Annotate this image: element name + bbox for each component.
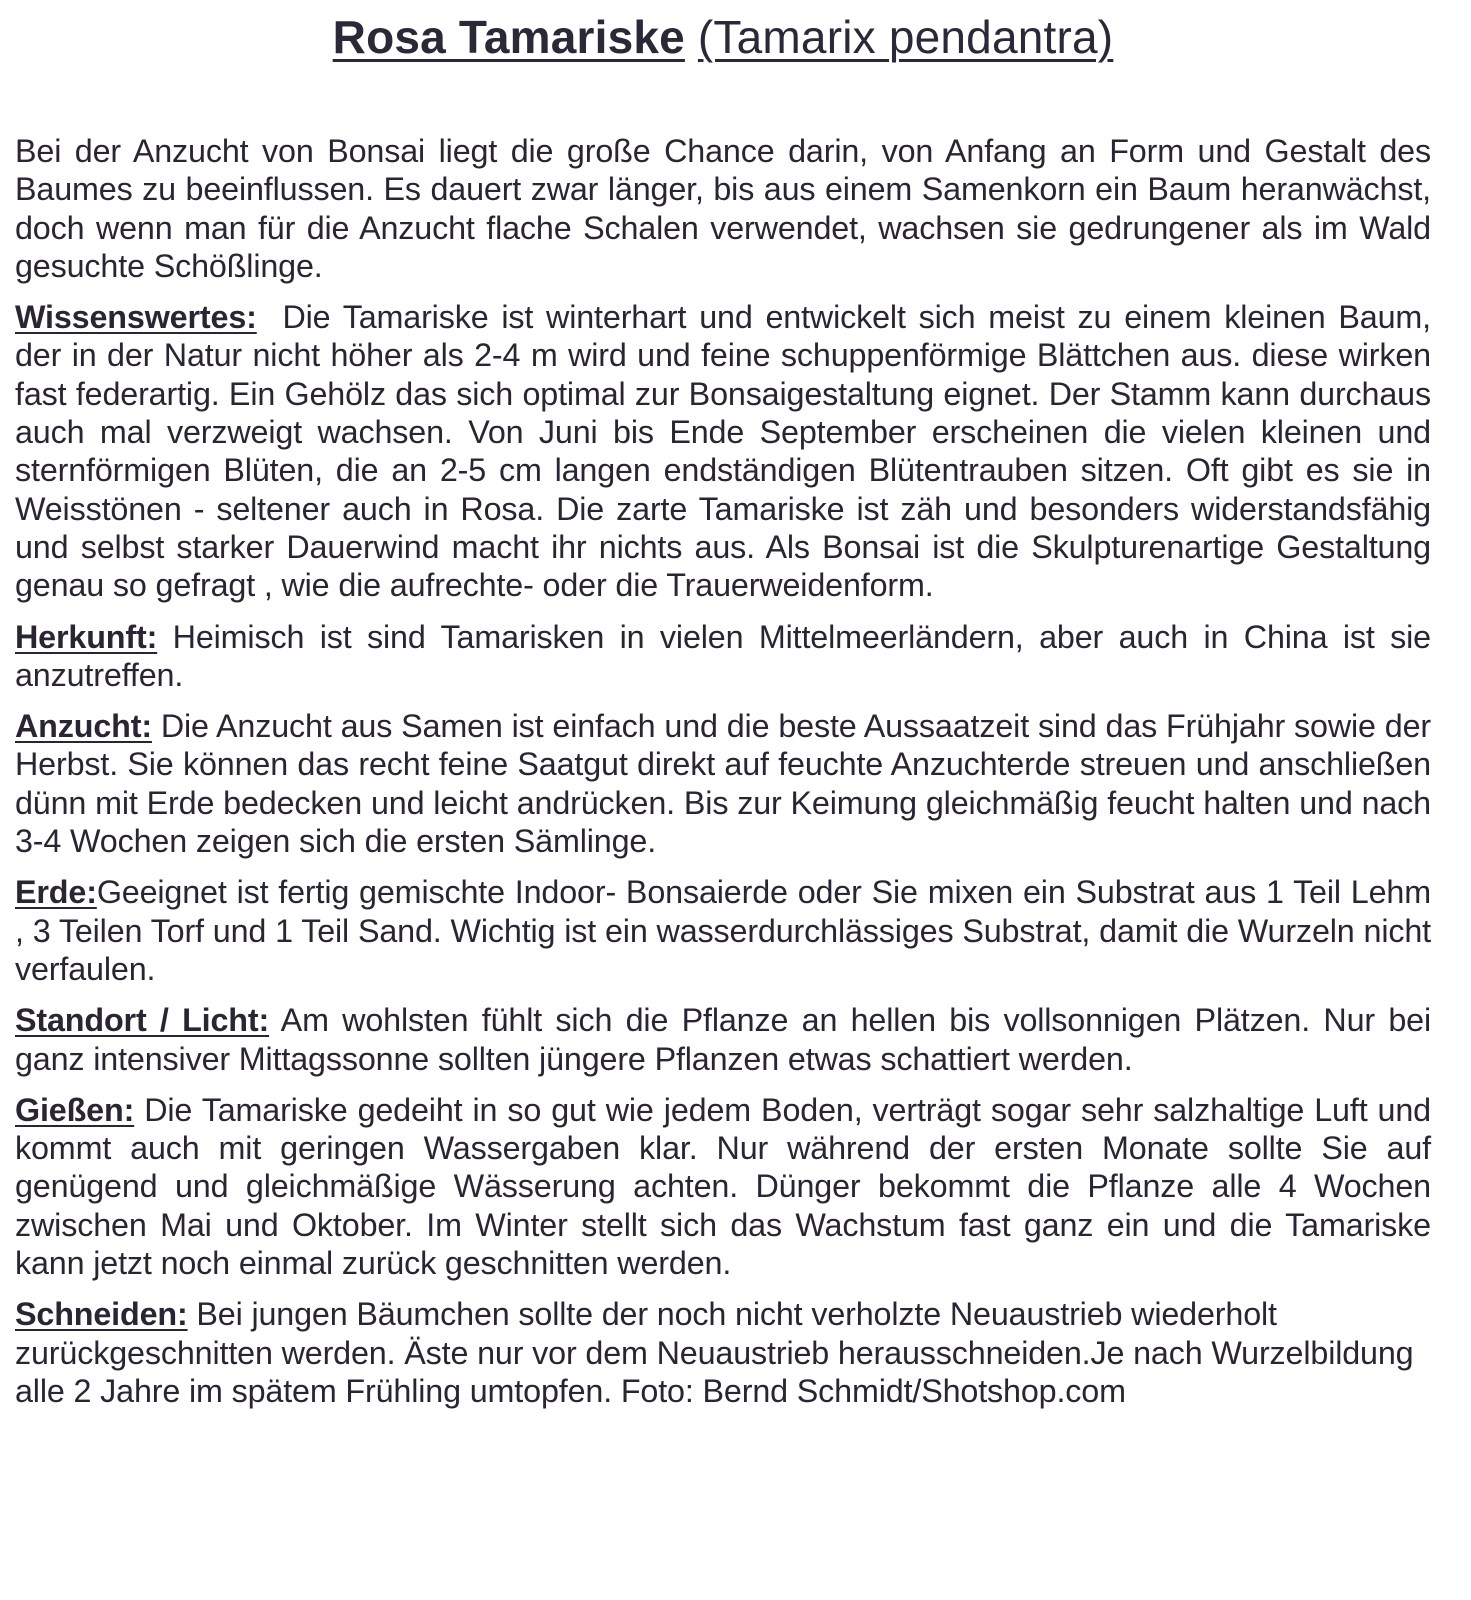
section-text-erde: Geeignet ist fertig gemischte Indoor- Bonsaierde oder Sie mixen ein Substrat aus 1 Teil Lehm , 3 Teilen Torf und 1 Teil Sand. Wichtig ist ein wasserdurchlässiges Substrat, damit die Wurzeln nicht verfaulen. [15, 874, 1431, 987]
section-label-giessen: Gießen: [15, 1091, 135, 1128]
section-text-wissenswertes: Die Tamariske ist winterhart und entwickelt sich meist zu einem kleinen Baum, der in der Natur nicht höher als 2-4 m wird und feine schuppenförmige Blättchen aus. diese wirken fast federartig. Ein Gehölz das sich optimal zur Bonsaigestaltung eignet. Der Stamm kann durchaus auch mal verzweigt wachsen. Von Juni bis Ende September erscheinen die vielen kleinen und sternförmigen Blüten, die an 2-5 cm langen endständigen Blütentrauben sitzen. Oft gibt es sie in Weisstönen - seltener auch in Rosa. Die zarte Tamariske ist zäh und besonders widerstandsfähig und selbst starker Dauerwind macht ihr nichts aus. Als Bonsai ist die Skulpturenartige Gestaltung genau so gefragt , wie die aufrechte- oder die Trauerweidenform. [15, 299, 1431, 604]
section-label-wissenswertes: Wissenswertes: [15, 299, 257, 336]
section-label-standort-licht: Standort / Licht: [15, 1002, 270, 1039]
section-anzucht [15, 707, 1431, 860]
section-standort-licht [15, 1001, 1431, 1078]
section-text-schneiden: Bei jungen Bäumchen sollte der noch nicht verholzte Neuaustrieb wiederholt zurückgeschnitten werden. Äste nur vor dem Neuaustrieb herausschneiden.Je nach Wurzelbildung alle 2 Jahre im spätem Frühling umtopfen. Foto: Bernd Schmidt/Shotshop.com [15, 1296, 1414, 1409]
section-text-standort-licht: Am wohlsten fühlt sich die Pflanze an hellen bis vollsonnigen Plätzen. Nur bei ganz intensiver Mittagssonne sollten jüngere Pflanzen etwas schattiert werden. [15, 1002, 1431, 1077]
intro-paragraph: Bei der Anzucht von Bonsai liegt die große Chance darin, von Anfang an Form und Gestalt des Baumes zu beeinflussen. Es dauert zwar länger, bis aus einem Samenkorn ein Baum heranwächst, doch wenn man für die Anzucht flache Schalen verwendet, wachsen sie gedrungener als im Wald gesuchte Schößlinge. [15, 133, 1431, 284]
section-text-herkunft: Heimisch ist sind Tamarisken in vielen Mittelmeerländern, aber auch in China ist sie anzutreffen. [15, 618, 1431, 693]
section-text-anzucht: Die Anzucht aus Samen ist einfach und die beste Aussaatzeit sind das Frühjahr sowie der Herbst. Sie können das recht feine Saatgut direkt auf feuchte Anzuchterde streuen und anschließen dünn mit Erde bedecken und leicht andrücken. Bis zur Keimung gleichmäßig feucht halten und nach 3-4 Wochen zeigen sich die ersten Sämlinge. [15, 708, 1431, 860]
section-wissenswertes [15, 298, 1431, 604]
section-herkunft [15, 618, 1431, 695]
section-giessen [15, 1091, 1431, 1282]
title-common-name: Rosa Tamariske [332, 11, 685, 63]
section-text-giessen: Die Tamariske gedeiht in so gut wie jedem Boden, verträgt sogar sehr salzhaltige Luft und kommt auch mit geringen Wassergaben klar. Nur während der ersten Monate sollte Sie auf genügend und gleichmäßige Wässerung achten. Dünger bekommt die Pflanze alle 4 Wochen zwischen Mai und Oktober. Im Winter stellt sich das Wachstum fast ganz ein und die Tamariske kann jetzt noch einmal zurück geschnitten werden. [15, 1091, 1431, 1282]
section-label-erde: Erde: [15, 874, 97, 911]
section-label-anzucht: Anzucht: [15, 708, 152, 745]
section-label-schneiden: Schneiden: [15, 1296, 188, 1333]
section-label-herkunft: Herkunft: [15, 618, 158, 655]
section-erde [15, 873, 1431, 988]
page-title [15, 8, 1431, 66]
title-latin-name: (Tamarix pendantra) [697, 11, 1114, 63]
section-schneiden [15, 1295, 1431, 1410]
